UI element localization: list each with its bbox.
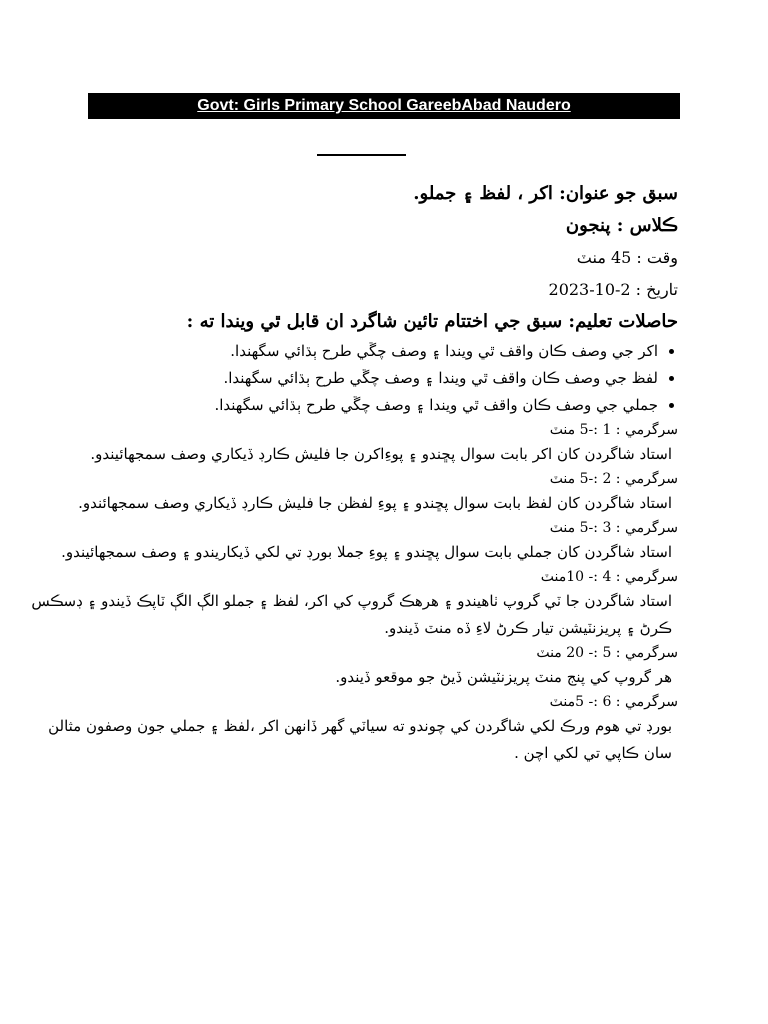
activity-title: سرگرمي : 5 :- 20 منٽ [536, 645, 678, 661]
learning-outcomes-list [20, 338, 678, 419]
activity-description: بورڊ تي هوم ورڪ لکي شاگردن کي چوندو ته سياٽي گهر ڏانهن اکر ،لفظ ۽ جملي جون وصفون مثالن سان ڪاپي تي لکي اچن . [48, 717, 672, 762]
learning-outcomes-heading: حاصلات تعليم: سبق جي اختتام تائين شاگرد ان قابل ٿي ويندا ته : [186, 311, 678, 332]
activity-title: سرگرمي : 1 :-5 منٽ [549, 422, 678, 438]
activity-title: سرگرمي : 3 :-5 منٽ [549, 520, 678, 536]
title-underline-divider [317, 154, 406, 156]
activity-description: استاد شاگردن جا ٽي گروپ ٺاهيندو ۽ هرهڪ گروپ کي اکر، لفظ ۽ جملو الڳ الڳ ٽاپڪ ڏيندو ۽ ڊسڪس ڪرڻ ۽ پريزنٽيشن تيار ڪرڻ لاءِ ڏه منٽ ڏيندو. [31, 592, 672, 637]
learning-outcome-item: • لفظ جي وصف ڪان واقف ٿي ويندا ۽ وصف چڱي طرح ٻڌائي سگهندا. [20, 365, 658, 392]
lesson-class: ڪلاس : پنجون [565, 215, 678, 236]
activity-description: استاد شاگردن کان اکر بابت سوال پڇندو ۽ پوءِاکرن جا فليش ڪارڊ ڏيکاري وصف سمجهائيندو. [90, 445, 672, 463]
learning-outcome-item: • اکر جي وصف ڪان واقف ٿي ويندا ۽ وصف چڱي طرح ٻڌائي سگهندا. [20, 338, 658, 365]
activity-title: سرگرمي : 4 :- 10منٽ [540, 569, 678, 585]
lesson-time: وقت : 45 منٽ [576, 248, 678, 267]
activity-title: سرگرمي : 6 :- 5منٽ [549, 694, 678, 710]
activity-description: استاد شاگردن کان لفظ بابت سوال پڇندو ۽ پوءِ لفظن جا فليش ڪارڊ ڏيکاري وصف سمجهائندو. [78, 494, 672, 512]
lesson-date: تاريخ : 2-10-2023 [548, 280, 678, 299]
lesson-topic: سبق جو عنوان: اکر ، لفظ ۽ جملو. [413, 183, 678, 204]
school-title-banner: Govt: Girls Primary School GareebAbad Naudero [88, 93, 680, 119]
activity-description: استاد شاگردن کان جملي بابت سوال پڇندو ۽ پوءِ جملا بورڊ تي لکي ڏيکاريندو ۽ وصف سمجهائيندو. [61, 543, 672, 561]
lesson-plan-body [20, 178, 678, 767]
learning-outcome-item: • جملي جي وصف ڪان واقف ٿي ويندا ۽ وصف چڱي طرح ٻڌائي سگهندا. [20, 392, 658, 419]
activity-title: سرگرمي : 2 :-5 منٽ [549, 471, 678, 487]
activity-description: هر گروپ کي پنج منٽ پريزنٽيشن ڏيڻ جو موقعو ڏيندو. [335, 668, 672, 686]
